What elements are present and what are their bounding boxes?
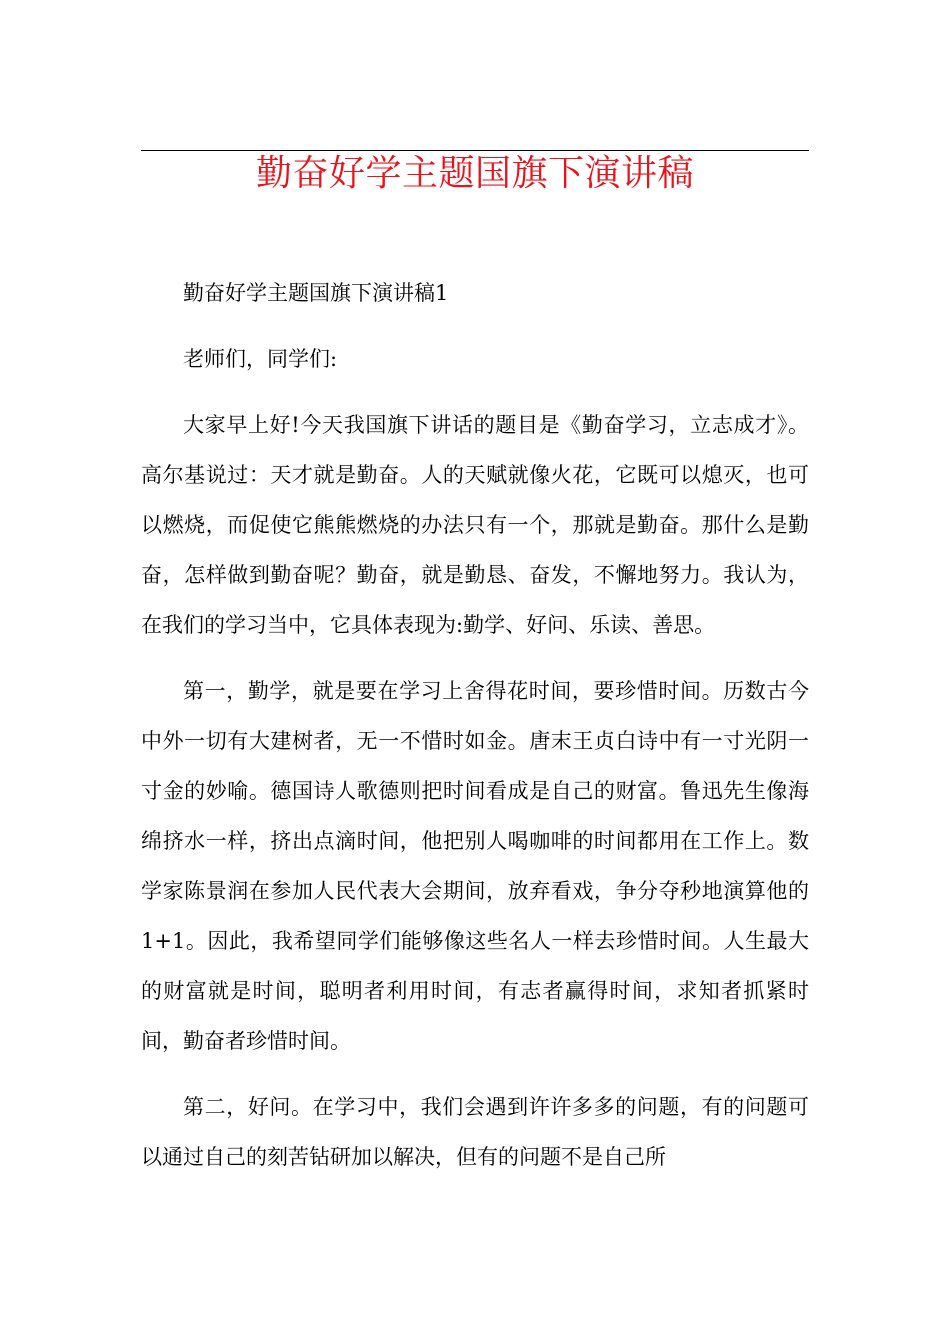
- document-body: [141, 268, 809, 1182]
- paragraph-point-one: 第一，勤学，就是要在学习上舍得花时间，要珍惜时间。历数古今中外一切有大建树者，无一不惜时如金。唐末王贞白诗中有一寸光阴一寸金的妙喻。德国诗人歌德则把时间看成是自己的财富。鲁迅先生像海绵挤水一样，挤出点滴时间，他把别人喝咖啡的时间都用在工作上。数学家陈景润在参加人民代表大会期间，放弃看戏，争分夺秒地演算他的1+1。因此，我希望同学们能够像这些名人一样去珍惜时间。人生最大的财富就是时间，聪明者利用时间，有志者赢得时间，求知者抓紧时间，勤奋者珍惜时间。: [141, 679, 809, 1053]
- paragraph-subtitle: 勤奋好学主题国旗下演讲稿1: [183, 281, 449, 305]
- document-title: 勤奋好学主题国旗下演讲稿: [255, 153, 694, 194]
- paragraph-point-two: 第二，好问。在学习中，我们会遇到许许多多的问题，有的问题可以通过自己的刻苦钻研加以解决，但有的问题不是自己所: [141, 1095, 809, 1169]
- paragraph-intro: 大家早上好!今天我国旗下讲话的题目是《勤奋学习，立志成才》。高尔基说过：天才就是勤奋。人的天赋就像火花，它既可以熄灭，也可以燃烧，而促使它熊熊燃烧的办法只有一个，那就是勤奋。那什么是勤奋，怎样做到勤奋呢？勤奋，就是勤恳、奋发，不懈地努力。我认为，在我们的学习当中，它具体表现为:勤学、好问、乐读、善思。: [141, 413, 809, 637]
- paragraph-greeting: 老师们，同学们:: [183, 347, 338, 371]
